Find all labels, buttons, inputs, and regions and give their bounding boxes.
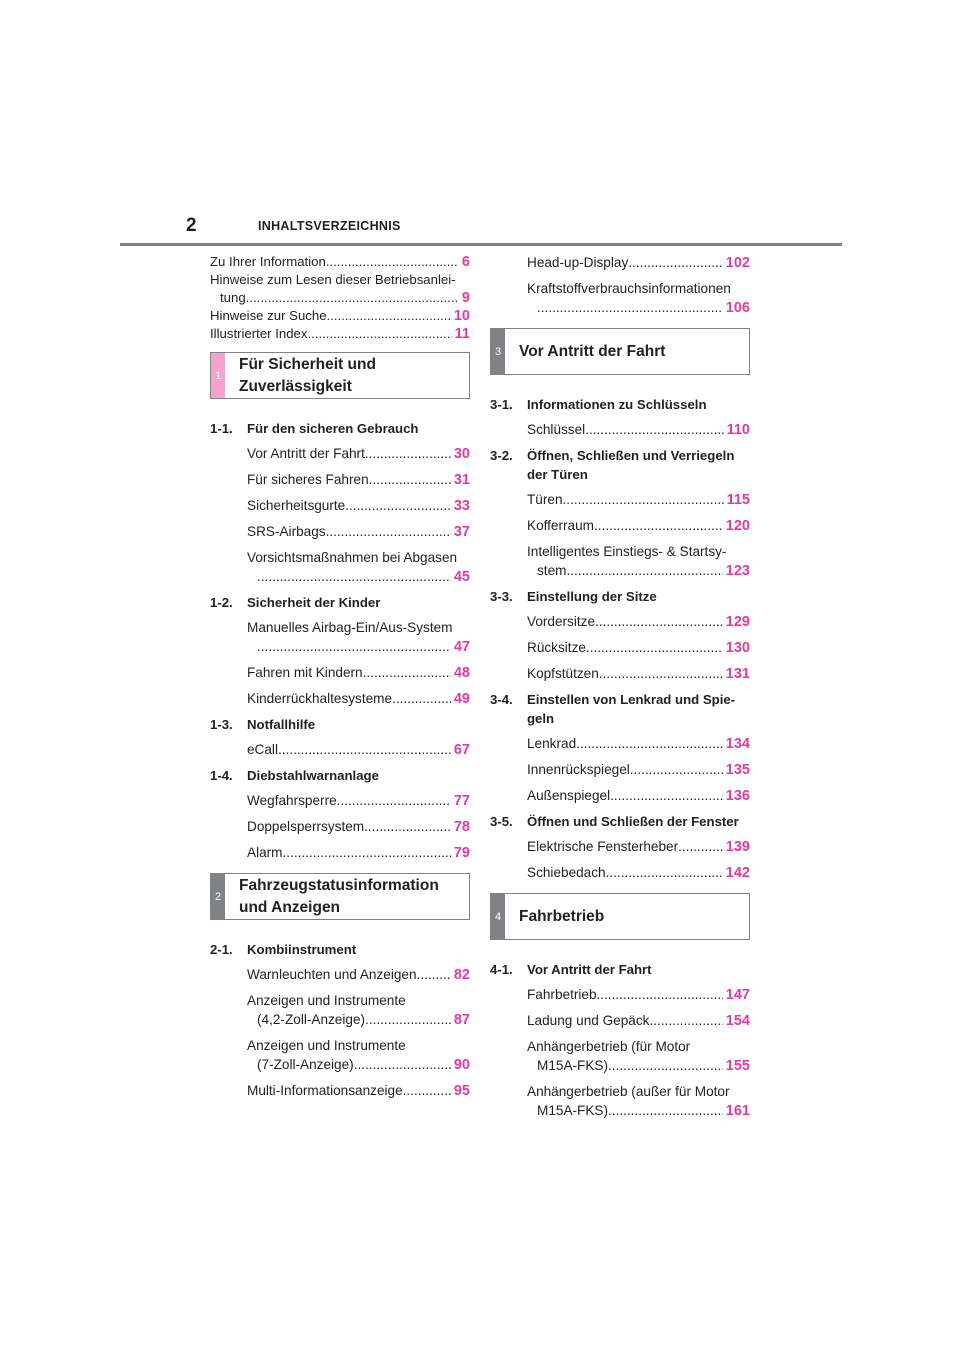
toc-entry[interactable]: Vor Antritt der Fahrt ..... 30 [247, 444, 470, 464]
page-link[interactable]: 95 [453, 1083, 470, 1099]
page-link[interactable]: 37 [453, 524, 470, 540]
section-heading: 1-1. Für den sicheren Gebrauch [210, 421, 419, 436]
page-link[interactable]: 123 [725, 563, 750, 579]
toc-entry[interactable]: Kraftstoffverbrauchsinformationen ..... 106 [527, 279, 750, 318]
chapter-2-box[interactable] [210, 873, 470, 920]
left-column [210, 253, 470, 1107]
toc-entry[interactable]: Warnleuchten und Anzeigen ..... 82 [247, 965, 470, 985]
page-link[interactable]: 87 [453, 1012, 470, 1028]
section-heading: 1-2. Sicherheit der Kinder [210, 595, 381, 610]
page-link[interactable]: 77 [453, 793, 470, 809]
toc-entry[interactable]: Lenkrad ..... 134 [527, 734, 750, 754]
toc-entry[interactable]: SRS-Airbags ..... 37 [247, 522, 470, 542]
page-link[interactable]: 49 [453, 691, 470, 707]
toc-entry[interactable]: Intelligentes Einstiegs- & Startsy- stem ..... 123 [527, 542, 750, 581]
toc-entry[interactable]: Vorsichtsmaßnahmen bei Abgasen ..... 45 [247, 548, 470, 587]
section-heading: 3-5. Öffnen und Schließen der Fenster [490, 814, 739, 829]
toc-entry[interactable]: Hinweise zum Lesen dieser Betriebsanlei- tung ..... 9 [210, 271, 470, 307]
page-link[interactable]: 31 [453, 472, 470, 488]
toc-entry[interactable]: Anhängerbetrieb (für Motor M15A-FKS) ..... 155 [527, 1037, 750, 1076]
page-link[interactable]: 90 [453, 1057, 470, 1073]
chapter-tab: 3 [491, 329, 505, 374]
page-link[interactable]: 102 [725, 255, 750, 271]
toc-entry[interactable]: Türen ..... 115 [527, 490, 750, 510]
toc-entry[interactable]: Anzeigen und Instrumente (7-Zoll-Anzeige) ..... 90 [247, 1036, 470, 1075]
toc-entry[interactable]: Manuelles Airbag-Ein/Aus-System ..... 47 [247, 618, 470, 657]
toc-entry[interactable]: Schiebedach ..... 142 [527, 863, 750, 883]
page-link[interactable]: 106 [725, 300, 750, 316]
toc-entry[interactable]: Für sicheres Fahren ..... 31 [247, 470, 470, 490]
page-link[interactable]: 79 [453, 845, 470, 861]
section-heading: 1-4. Diebstahlwarnanlage [210, 768, 379, 783]
page-link[interactable]: 11 [454, 326, 470, 342]
page-link[interactable]: 67 [453, 742, 470, 758]
page-link[interactable]: 139 [725, 839, 750, 855]
chapter-title: Fahrzeugstatusinformation [239, 876, 439, 894]
page-link[interactable]: 142 [725, 865, 750, 881]
chapter-title: Fahrbetrieb [519, 907, 605, 925]
section-heading: 3-4. Einstellen von Lenkrad und Spie-geln [490, 692, 736, 726]
intro-list [210, 253, 470, 343]
page-link[interactable]: 115 [726, 492, 750, 508]
page-link[interactable]: 45 [453, 569, 470, 585]
page-link[interactable]: 120 [725, 518, 750, 534]
page-number: 2 [186, 215, 197, 236]
page-link[interactable]: 82 [453, 967, 470, 983]
toc-entry[interactable]: Innenrückspiegel ..... 135 [527, 760, 750, 780]
page-link[interactable]: 147 [725, 987, 750, 1003]
chapter-1-box[interactable] [210, 352, 470, 399]
section-heading: 4-1. Vor Antritt der Fahrt [490, 962, 652, 977]
toc-entry[interactable]: Kopfstützen ..... 131 [527, 664, 750, 684]
toc-entry[interactable]: Vordersitze ..... 129 [527, 612, 750, 632]
toc-entry[interactable]: Illustrierter Index ..... 11 [210, 325, 470, 343]
page-link[interactable]: 6 [461, 254, 470, 270]
chapter-tab: 1 [211, 353, 225, 398]
toc-entry[interactable]: Elektrische Fensterheber ..... 139 [527, 837, 750, 857]
page-link[interactable]: 135 [725, 762, 750, 778]
chapter-tab: 2 [211, 874, 225, 919]
toc-entry[interactable]: Sicherheitsgurte ..... 33 [247, 496, 470, 516]
toc-entry[interactable]: Anhängerbetrieb (außer für Motor M15A-FKS) ..... 161 [527, 1082, 750, 1121]
toc-entry[interactable]: Doppelsperrsystem ..... 78 [247, 817, 470, 837]
toc-entry[interactable]: Anzeigen und Instrumente (4,2-Zoll-Anzeige) ..... 87 [247, 991, 470, 1030]
page-link[interactable]: 30 [453, 446, 470, 462]
chapter-title: und Anzeigen [239, 898, 341, 916]
toc-entry[interactable]: Ladung und Gepäck ..... 154 [527, 1011, 750, 1031]
chapter-title: Für Sicherheit und [239, 355, 376, 373]
toc-entry[interactable]: Zu Ihrer Information ..... 6 [210, 253, 470, 271]
toc-entry[interactable]: Fahrbetrieb ..... 147 [527, 985, 750, 1005]
chapter-title: Zuverlässigkeit [239, 377, 352, 395]
page-link[interactable]: 33 [453, 498, 470, 514]
page-link[interactable]: 161 [725, 1103, 750, 1119]
chapter-4-box[interactable] [490, 893, 750, 940]
page-link[interactable]: 78 [453, 819, 470, 835]
section-heading: 3-3. Einstellung der Sitze [490, 589, 657, 604]
toc-entry[interactable]: Kinderrückhaltesysteme ..... 49 [247, 689, 470, 709]
toc-entry[interactable]: Head-up-Display ..... 102 [527, 253, 750, 273]
section-heading: 1-3. Notfallhilfe [210, 717, 316, 732]
page-link[interactable]: 131 [725, 666, 750, 682]
page-link[interactable]: 129 [725, 614, 750, 630]
section-heading: 3-1. Informationen zu Schlüsseln [490, 397, 707, 412]
toc-entry[interactable]: Wegfahrsperre ..... 77 [247, 791, 470, 811]
toc-entry[interactable]: Multi-Informationsanzeige ..... 95 [247, 1081, 470, 1101]
chapter-title: Vor Antritt der Fahrt [519, 342, 666, 360]
section-heading: 2-1. Kombiinstrument [210, 942, 357, 957]
page-link[interactable]: 48 [453, 665, 470, 681]
toc-entry[interactable]: Kofferraum ..... 120 [527, 516, 750, 536]
page-link[interactable]: 134 [725, 736, 750, 752]
toc-entry[interactable]: Rücksitze ..... 130 [527, 638, 750, 658]
toc-entry[interactable]: Außenspiegel ..... 136 [527, 786, 750, 806]
page-header-title: INHALTSVERZEICHNIS [258, 219, 401, 233]
right-column [490, 253, 750, 1127]
header-rule [120, 243, 842, 246]
chapter-3-box[interactable] [490, 328, 750, 375]
toc-entry[interactable]: Alarm ..... 79 [247, 843, 470, 863]
toc-entry[interactable]: Fahren mit Kindern ..... 48 [247, 663, 470, 683]
page-link[interactable]: 9 [461, 290, 470, 306]
toc-entry[interactable]: Schlüssel ..... 110 [527, 420, 750, 440]
section-heading: 3-2. Öffnen, Schließen und Verriegeln der Türen [490, 448, 735, 482]
toc-entry[interactable]: Hinweise zur Suche ..... 10 [210, 307, 470, 325]
chapter-tab: 4 [491, 894, 505, 939]
page-link[interactable]: 10 [453, 308, 470, 324]
page-link[interactable]: 110 [726, 422, 750, 438]
toc-entry[interactable]: eCall ..... 67 [247, 740, 470, 760]
page-link[interactable]: 47 [453, 639, 470, 655]
page-link[interactable]: 154 [725, 1013, 750, 1029]
page-link[interactable]: 130 [725, 640, 750, 656]
page-link[interactable]: 155 [725, 1058, 750, 1074]
page-link[interactable]: 136 [725, 788, 750, 804]
